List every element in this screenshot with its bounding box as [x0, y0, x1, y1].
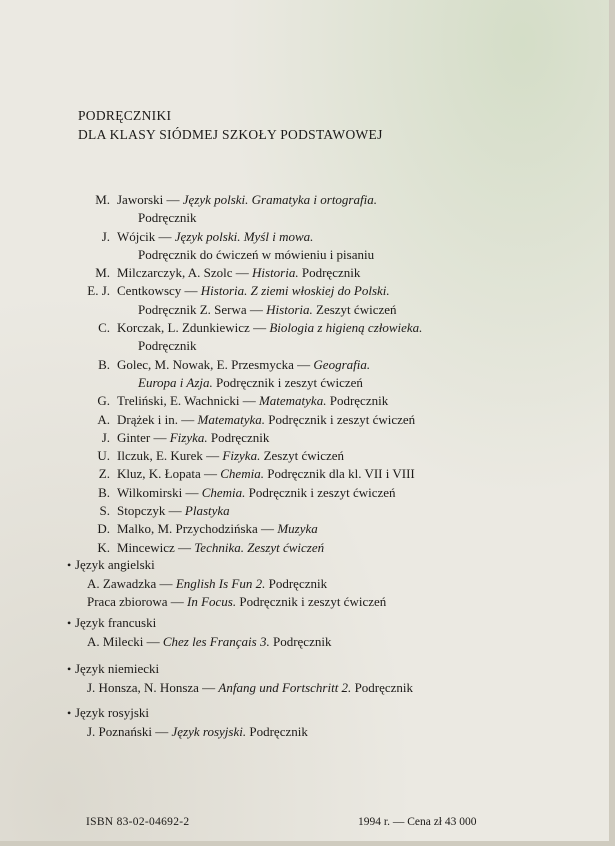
- language-name: Język angielski: [75, 557, 155, 572]
- book-line: [60, 209, 530, 227]
- book-title: Język polski. Gramatyka i ortografia.: [182, 192, 377, 207]
- author-name: Golec, M. Nowak, E. Przesmycka —: [117, 356, 314, 372]
- book-title: Technika. Zeszyt ćwiczeń: [194, 539, 325, 555]
- book-line: [60, 264, 530, 282]
- continued-text: Podręcznik Z. Serwa —: [138, 301, 267, 317]
- author-name: J. Poznański —: [87, 723, 172, 739]
- author-initial: K.: [97, 539, 110, 555]
- author-name: Kluz, K. Łopata —: [117, 466, 221, 482]
- book-line: [60, 282, 530, 300]
- book-line: [60, 539, 530, 557]
- heading-line-2: DLA KLASY SIÓDMEJ SZKOŁY PODSTAWOWEJ: [78, 127, 383, 142]
- book-entry: [117, 521, 318, 536]
- author-name: A. Milecki —: [87, 633, 163, 649]
- book-entry-continued: [138, 375, 363, 390]
- book-title: Matematyka.: [258, 393, 327, 409]
- isbn: ISBN 83-02-04692-2: [86, 816, 190, 828]
- book-note: Podręcznik: [265, 575, 328, 591]
- book-title: Chez les Français 3.: [162, 633, 270, 649]
- book-line: [60, 374, 530, 392]
- author-initial: Z.: [98, 466, 110, 482]
- author-initial: E. J.: [87, 283, 110, 299]
- book-note: Podręcznik: [207, 429, 270, 445]
- book-entry: [117, 320, 422, 335]
- book-entry: [117, 430, 269, 445]
- author-initial: S.: [99, 503, 110, 519]
- book-note: Podręcznik: [351, 679, 414, 695]
- language-section: [67, 614, 555, 651]
- continued-text: Podręcznik do ćwiczeń w mówieniu i pisaniu: [138, 246, 375, 262]
- author-name: Malko, M. Przychodzińska —: [117, 521, 278, 537]
- book-title: Biologia z higieną człowieka.: [269, 320, 423, 336]
- book-entry-continued: [138, 210, 196, 225]
- book-line: [60, 502, 530, 520]
- book-title: Geografia.: [313, 356, 371, 372]
- book-line: [60, 246, 530, 264]
- book-note: Podręcznik i zeszyt ćwiczeń: [212, 374, 363, 390]
- page-edge-bottom: [0, 841, 615, 846]
- author-name: Ilczuk, E. Kurek —: [117, 448, 223, 464]
- book-title: Anfang und Fortschritt 2.: [218, 679, 352, 695]
- language-name: Język rosyjski: [75, 705, 150, 720]
- book-line: [60, 520, 530, 538]
- author-initial: B.: [98, 356, 110, 372]
- book-note: Podręcznik: [246, 723, 308, 739]
- book-entry-continued: [138, 247, 374, 262]
- author-initial: A.: [97, 411, 110, 427]
- author-initial: C.: [98, 320, 110, 336]
- book-title: Historia.: [266, 301, 313, 317]
- author-name: Mincewicz —: [117, 539, 195, 555]
- language-section: [67, 660, 555, 697]
- heading-line-1: PODRĘCZNIKI: [78, 108, 172, 123]
- book-line: [60, 465, 530, 483]
- book-title: Historia.: [252, 265, 299, 281]
- book-entry: [117, 448, 344, 463]
- author-name: J. Honsza, N. Honsza —: [87, 679, 219, 695]
- author-name: Jaworski —: [117, 192, 183, 207]
- author-initial: J.: [101, 228, 110, 244]
- book-title: Europa i Azja.: [138, 374, 213, 390]
- author-name: Milczarczyk, A. Szolc —: [117, 265, 253, 281]
- language-name: Język francuski: [75, 615, 157, 630]
- language-name: Język niemiecki: [75, 661, 160, 676]
- author-name: Wójcik —: [117, 228, 175, 244]
- book-note: Podręcznik: [326, 393, 389, 409]
- bullet-icon: •: [67, 706, 72, 720]
- continued-text: Podręcznik: [138, 210, 197, 226]
- language-book: [87, 679, 555, 698]
- book-line: [60, 411, 530, 429]
- author-name: Praca zbiorowa —: [87, 594, 187, 609]
- author-initial: U.: [97, 448, 110, 464]
- bullet-icon: •: [67, 616, 72, 630]
- language-book: [87, 723, 555, 742]
- book-note: Zeszyt ćwiczeń: [260, 448, 345, 464]
- book-line: [60, 484, 530, 502]
- language-section: [67, 704, 555, 741]
- bullet-icon: •: [67, 662, 72, 676]
- page-edge-right: [609, 0, 615, 846]
- book-entry-continued: [138, 302, 397, 317]
- author-initial: J.: [101, 429, 110, 445]
- book-title: Język rosyjski.: [171, 723, 247, 739]
- book-title: Chemia.: [201, 484, 246, 500]
- author-initial: B.: [98, 484, 110, 500]
- book-entry: [117, 357, 370, 372]
- book-note: Podręcznik: [269, 633, 332, 649]
- author-name: Wilkomirski —: [117, 484, 202, 500]
- book-line: [60, 319, 530, 337]
- continued-text: Podręcznik: [138, 338, 197, 354]
- book-title: Chemia.: [220, 466, 264, 482]
- language-book: [87, 575, 555, 594]
- book-list: [60, 191, 530, 557]
- book-title: English Is Fun 2.: [175, 575, 266, 591]
- book-line: [60, 228, 530, 246]
- book-line: [60, 447, 530, 465]
- book-title: Fizyka.: [169, 429, 208, 445]
- book-line: [60, 356, 530, 374]
- author-name: Ginter —: [117, 429, 170, 445]
- book-line: [60, 392, 530, 410]
- book-entry: [117, 283, 390, 298]
- book-line: [60, 301, 530, 319]
- book-entry: [117, 265, 360, 280]
- author-initial: M.: [95, 192, 110, 207]
- book-entry-continued: [138, 338, 196, 353]
- section-heading: [78, 106, 383, 144]
- language-section: [67, 556, 555, 612]
- author-initial: M.: [95, 265, 110, 281]
- book-entry: [117, 540, 324, 555]
- book-title: Muzyka: [277, 521, 318, 537]
- book-note: Podręcznik: [298, 265, 361, 281]
- book-line: [60, 337, 530, 355]
- book-entry: [117, 393, 388, 408]
- book-note: Podręcznik i zeszyt ćwiczeń: [265, 411, 416, 427]
- language-book: [87, 633, 555, 652]
- book-line: [60, 429, 530, 447]
- book-note: Zeszyt ćwiczeń: [312, 301, 397, 317]
- book-entry: [117, 485, 396, 500]
- book-note: Podręcznik dla kl. VII i VIII: [263, 466, 415, 482]
- book-entry: [117, 412, 415, 427]
- author-name: Drążek i in. —: [117, 411, 198, 427]
- book-title: Język polski. Myśl i mowa.: [174, 228, 314, 244]
- book-entry: [117, 466, 415, 481]
- author-name: Centkowscy —: [117, 283, 201, 299]
- price: 1994 r. — Cena zł 43 000: [358, 816, 477, 828]
- author-initial: G.: [97, 393, 110, 409]
- book-entry: [117, 192, 377, 207]
- book-title: Matematyka.: [197, 411, 266, 427]
- book-title: Plastyka: [184, 503, 230, 519]
- author-name: Stopczyk —: [117, 503, 185, 519]
- book-title: Historia. Z ziemi włoskiej do Polski.: [200, 283, 390, 299]
- book-note: Podręcznik i zeszyt ćwiczeń: [245, 484, 396, 500]
- book-title: Fizyka.: [222, 448, 261, 464]
- book-entry: [117, 229, 313, 244]
- language-book: [87, 593, 555, 612]
- author-name: A. Zawadzka —: [87, 575, 176, 591]
- author-name: Treliński, E. Wachnicki —: [117, 393, 259, 409]
- book-line: [60, 191, 530, 209]
- author-name: Korczak, L. Zdunkiewicz —: [117, 320, 270, 336]
- author-initial: D.: [97, 521, 110, 537]
- book-title: In Focus.: [187, 594, 237, 609]
- bullet-icon: •: [67, 558, 72, 572]
- book-note: Podręcznik i zeszyt ćwiczeń: [236, 594, 387, 609]
- book-entry: [117, 503, 230, 518]
